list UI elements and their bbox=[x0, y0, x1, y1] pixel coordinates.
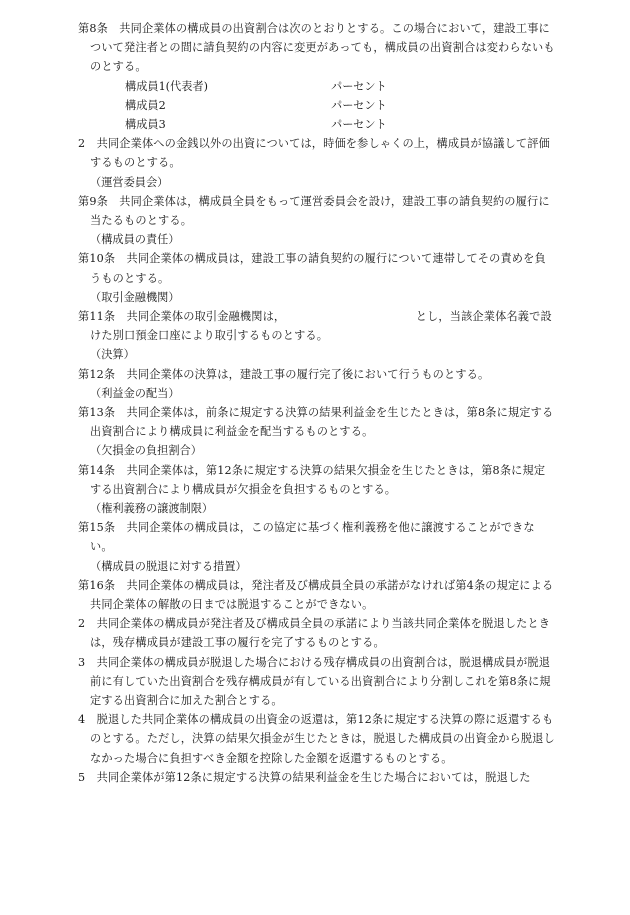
member-name: 構成員1(代表者) bbox=[125, 79, 208, 93]
member-row bbox=[78, 115, 556, 134]
member-row bbox=[78, 77, 556, 96]
article-11: 第11条 共同企業体の取引金融機関は， とし，当該企業体名義で設けた別口預金口座により取引するものとする。 bbox=[78, 310, 552, 343]
document-body bbox=[78, 19, 556, 787]
article-16-paragraph-2: 2 共同企業体の構成員が発注者及び構成員全員の承諾により当該共同企業体を脱退したときは，残存構成員が建設工事の履行を完了するものとする。 bbox=[78, 617, 551, 650]
article-14: 第14条 共同企業体は，第12条に規定する決算の結果欠損金を生じたときは，第8条に規定する出資割合により構成員が欠損金を負担するものとする。 bbox=[78, 463, 546, 496]
article-10: 第10条 共同企業体の構成員は，建設工事の請負契約の履行について連帯してその責めを負うものとする。 bbox=[78, 252, 546, 285]
article-12-heading: （決算） bbox=[90, 348, 135, 362]
article-8: 第8条 共同企業体の構成員の出資割合は次のとおりとする。この場合において，建設工事について発注者との間に請負契約の内容に変更があっても，構成員の出資割合は変わらないものとする。 bbox=[78, 22, 555, 74]
article-11-heading: （取引金融機関） bbox=[90, 290, 180, 304]
article-16: 第16条 共同企業体の構成員は，発注者及び構成員全員の承諾がなければ第4条の規定による共同企業体の解散の日までは脱退することができない。 bbox=[78, 578, 554, 612]
article-15: 第15条 共同企業体の構成員は，この協定に基づく権利義務を他に譲渡することができない。 bbox=[78, 521, 535, 554]
article-10-heading: （構成員の責任） bbox=[90, 233, 180, 247]
member-row bbox=[78, 96, 556, 115]
member-share-unit: パーセント bbox=[331, 79, 387, 93]
article-15-heading: （権利義務の譲渡制限） bbox=[90, 502, 214, 516]
article-16-paragraph-5: 5 共同企業体が第12条に規定する決算の結果利益金を生じた場合においては，脱退した bbox=[78, 770, 531, 784]
member-name: 構成員3 bbox=[125, 117, 166, 131]
article-9: 第9条 共同企業体は，構成員全員をもって運営委員会を設け，建設工事の請負契約の履行に当たるものとする。 bbox=[78, 194, 550, 227]
article-8-paragraph-2: 2 共同企業体への金銭以外の出資については，時価を参しゃくの上，構成員が協議して評価するものとする。 bbox=[78, 137, 550, 170]
article-9-heading: （運営委員会） bbox=[90, 175, 169, 189]
member-share-unit: パーセント bbox=[331, 117, 387, 131]
article-13: 第13条 共同企業体は，前条に規定する決算の結果利益金を生じたときは，第8条に規定する出資割合により構成員に利益金を配当するものとする。 bbox=[78, 406, 554, 439]
article-13-heading: （利益金の配当） bbox=[90, 386, 180, 400]
member-share-list bbox=[78, 77, 556, 135]
article-16-paragraph-4: 4 脱退した共同企業体の構成員の出資金の返還は，第12条に規定する決算の際に返還するものとする。ただし，決算の結果欠損金が生じたときは，脱退した構成員の出資金から脱退しなかった場合に負担すべき金額を控除した金額を返還するものとする。 bbox=[78, 713, 555, 765]
member-name: 構成員2 bbox=[125, 98, 166, 112]
article-16-paragraph-3: 3 共同企業体の構成員が脱退した場合における残存構成員の出資割合は，脱退構成員が脱退前に有していた出資割合を残存構成員が有している出資割合により分割しこれを第8条に規定する出資割合に加えた割合とする。 bbox=[78, 655, 551, 708]
article-14-heading: （欠損金の負担割合） bbox=[90, 444, 202, 458]
article-12: 第12条 共同企業体の決算は，建設工事の履行完了後において行うものとする。 bbox=[78, 367, 490, 381]
article-16-heading: （構成員の脱退に対する措置） bbox=[90, 559, 247, 573]
member-share-unit: パーセント bbox=[331, 98, 387, 112]
